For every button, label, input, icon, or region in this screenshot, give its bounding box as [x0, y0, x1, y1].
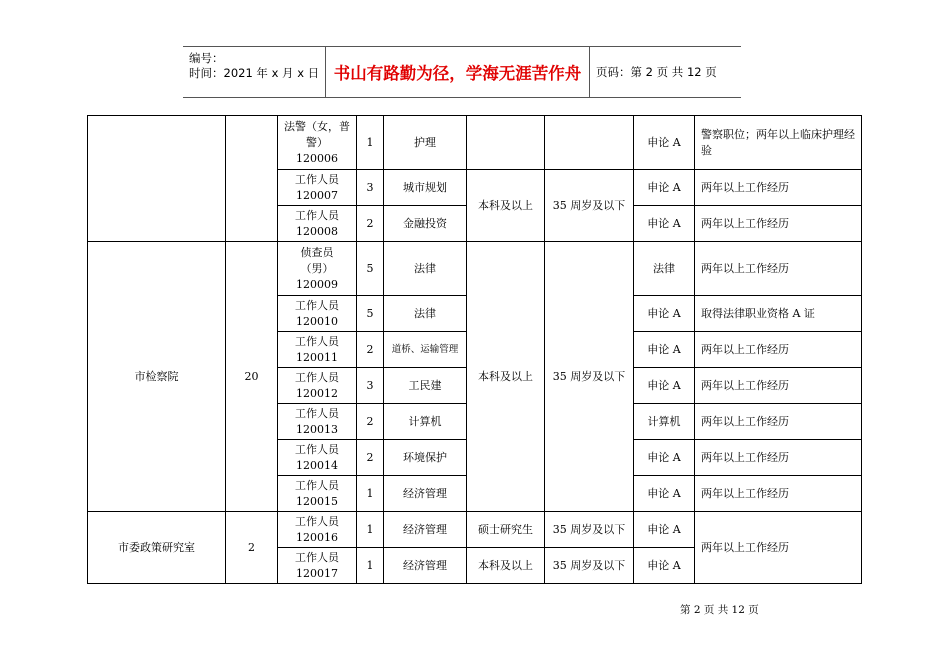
num-cell: 1 — [357, 512, 384, 548]
count-cell: 20 — [226, 242, 278, 512]
table-row — [88, 116, 862, 170]
exam-cell: 申论 A — [634, 116, 695, 170]
requirement-cell: 两年以上工作经历 — [695, 206, 862, 242]
page-header — [183, 46, 741, 98]
num-cell: 3 — [357, 368, 384, 404]
requirement-cell: 两年以上工作经历 — [695, 242, 862, 296]
num-cell: 2 — [357, 206, 384, 242]
num-cell: 2 — [357, 404, 384, 440]
page-footer: 第 2 页 共 12 页 — [680, 604, 759, 616]
num-cell: 1 — [357, 548, 384, 584]
exam-cell: 计算机 — [634, 404, 695, 440]
major-cell: 护理 — [384, 116, 467, 170]
exam-cell: 申论 A — [634, 170, 695, 206]
requirement-cell: 两年以上工作经历 — [695, 170, 862, 206]
major-cell: 工民建 — [384, 368, 467, 404]
num-cell: 2 — [357, 440, 384, 476]
position-cell: 工作人员 120017 — [278, 548, 357, 584]
requirement-cell: 两年以上工作经历 — [695, 332, 862, 368]
major-cell: 道桥、运输管理 — [384, 332, 467, 368]
major-cell: 经济管理 — [384, 476, 467, 512]
num-cell: 1 — [357, 116, 384, 170]
major-cell: 法律 — [384, 242, 467, 296]
age-cell — [545, 116, 634, 170]
exam-cell: 申论 A — [634, 548, 695, 584]
exam-cell: 申论 A — [634, 332, 695, 368]
major-cell: 计算机 — [384, 404, 467, 440]
exam-cell: 申论 A — [634, 206, 695, 242]
table-row — [88, 512, 862, 548]
requirement-cell: 两年以上工作经历 — [695, 368, 862, 404]
num-cell: 1 — [357, 476, 384, 512]
position-cell: 工作人员 120008 — [278, 206, 357, 242]
major-cell: 经济管理 — [384, 548, 467, 584]
num-cell: 5 — [357, 296, 384, 332]
age-cell: 35 周岁及以下 — [545, 242, 634, 512]
age-cell: 35 周岁及以下 — [545, 548, 634, 584]
requirement-cell: 两年以上工作经历 — [695, 476, 862, 512]
page-info: 页码：第 2 页 共 12 页 — [596, 65, 717, 79]
requirement-cell: 警察职位；两年以上临床护理经验 — [695, 116, 862, 170]
unit-cell — [88, 116, 226, 242]
exam-cell: 法律 — [634, 242, 695, 296]
edu-cell: 本科及以上 — [467, 170, 545, 242]
position-cell: 工作人员 120007 — [278, 170, 357, 206]
num-cell: 3 — [357, 170, 384, 206]
exam-cell: 申论 A — [634, 440, 695, 476]
major-cell: 经济管理 — [384, 512, 467, 548]
requirement-cell: 取得法律职业资格 A 证 — [695, 296, 862, 332]
unit-cell: 市检察院 — [88, 242, 226, 512]
slogan: 书山有路勤为径，学海无涯苦作舟 — [326, 47, 590, 97]
exam-cell: 申论 A — [634, 368, 695, 404]
major-cell: 金融投资 — [384, 206, 467, 242]
major-cell: 环境保护 — [384, 440, 467, 476]
header-meta — [183, 47, 326, 97]
exam-cell: 申论 A — [634, 476, 695, 512]
position-cell: 工作人员 120013 — [278, 404, 357, 440]
recruitment-table — [87, 115, 862, 584]
requirement-cell: 两年以上工作经历 — [695, 404, 862, 440]
count-cell — [226, 116, 278, 242]
edu-cell: 硕士研究生 — [467, 512, 545, 548]
position-cell: 侦查员 （男） 120009 — [278, 242, 357, 296]
requirement-cell: 两年以上工作经历 — [695, 440, 862, 476]
position-cell: 工作人员 120015 — [278, 476, 357, 512]
position-cell: 工作人员 120012 — [278, 368, 357, 404]
major-cell: 城市规划 — [384, 170, 467, 206]
unit-cell: 市委政策研究室 — [88, 512, 226, 584]
count-cell: 2 — [226, 512, 278, 584]
number-label: 编号： — [189, 51, 224, 65]
position-cell: 工作人员 120016 — [278, 512, 357, 548]
table-row — [88, 242, 862, 296]
exam-cell: 申论 A — [634, 296, 695, 332]
edu-cell: 本科及以上 — [467, 242, 545, 512]
position-cell: 工作人员 120010 — [278, 296, 357, 332]
position-cell: 工作人员 120014 — [278, 440, 357, 476]
edu-cell: 本科及以上 — [467, 548, 545, 584]
age-cell: 35 周岁及以下 — [545, 512, 634, 548]
num-cell: 2 — [357, 332, 384, 368]
position-cell: 工作人员 120011 — [278, 332, 357, 368]
age-cell: 35 周岁及以下 — [545, 170, 634, 242]
num-cell: 5 — [357, 242, 384, 296]
major-cell: 法律 — [384, 296, 467, 332]
requirement-cell: 两年以上工作经历 — [695, 512, 862, 584]
time-label: 时间：2021 年 x 月 x 日 — [189, 66, 320, 80]
position-cell: 法警（女，普 警） 120006 — [278, 116, 357, 170]
exam-cell: 申论 A — [634, 512, 695, 548]
edu-cell — [467, 116, 545, 170]
